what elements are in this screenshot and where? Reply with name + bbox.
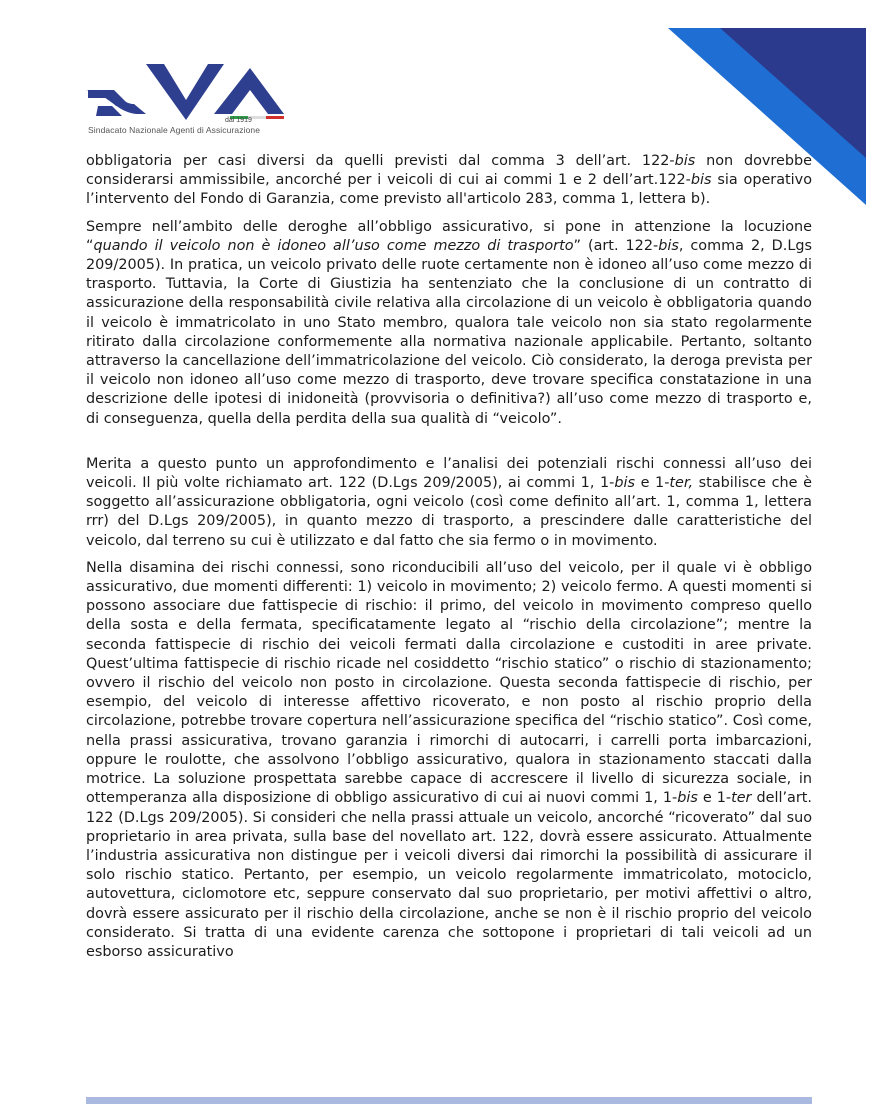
logo-year: dal 1919 xyxy=(225,117,252,124)
paragraph-4: Nella disamina dei rischi connessi, sono riconducibili all’uso del veicolo, per il quale vi è obbligo assicurativo, due momenti differenti: 1) veicolo in movimento; 2) veicolo fermo. A questi momenti si possono associare due fattispecie di rischio: il primo, del veicolo in movimento compreso quello della sosta e della fermata, specificatamente legato al “rischio della circolazione”; mentre la seconda fattispecie di rischio dei veicoli fermati dalla circolazione e custoditi in aree private. Quest’ultima fattispecie di rischio ricade nel cosiddetto “rischio statico” o rischio di stazionamento; ovvero il rischio del veicolo non posto in circolazione. Questa seconda fattispecie di rischio, per esempio, del veicolo di interesse affettivo ricoverato, e non posto al rischio proprio della circolazione, potrebbe trovare copertura nell’assicurazione specifica del “rischio statico”. Così come, nella prassi assicurativa, trovano garanzia i rimorchi di autocarri, i carrelli porta imbarcazioni, oppure le roulotte, che assolvono l’obbligo assicurativo, qualora in stazionamento staccati dalla motrice. La soluzione prospettata sarebbe capace di accrescere il livello di sicurezza sociale, in ottemperanza alla disposizione di obbligo assicurativo di cui ai nuovi commi 1, 1-bis e 1-ter dell’art. 122 (D.Lgs 209/2005). Si consideri che nella prassi attuale un veicolo, ancorché “ricoverato” dal suo proprietario in area privata, sulla base del novellato art. 122, dovrà essere assicurato. Attualmente l’industria assicurativa non distingue per i veicoli diversi dai rimorchi la possibilità di assicurare il solo rischio statico. Pertanto, per esempio, un veicolo regolarmente immatricolato, motociclo, autovettura, ciclomotore etc, seppure conservato dal suo proprietario, per motivi affettivi o altro, dovrà essere assicurato per il rischio della circolazione, anche se non è il rischio proprio del veicolo considerato. Si tratta di una evidente carenza che sottopone i proprietari di tali veicoli ad un esborso assicurativo xyxy=(86,559,812,960)
logo-letter-a xyxy=(214,68,284,114)
paragraph-1: obbligatoria per casi diversi da quelli previsti dal comma 3 dell’art. 122-bis non dovrebbe considerarsi ammissibile, ancorché per i veicoli di cui ai commi 1 e 2 dell’art.122-bis sia operativo l’intervento del Fondo di Garanzia, come previsto all'articolo 283, comma 1, lettera b). xyxy=(86,153,813,208)
paragraph-2: Sempre nell’ambito delle deroghe all’obbligo assicurativo, si pone in attenzione la locuzione “quando il veicolo non è idoneo all’uso come mezzo di trasporto” (art. 122-bis, comma 2, D.Lgs 209/2005). In pratica, un veicolo privato delle ruote certamente non è idoneo all’uso come mezzo di trasporto. Tuttavia, la Corte di Giustizia ha sentenziato che la conclusione di un contratto di assicurazione della responsabilità civile relativa alla circolazione di un veicolo è obbligatoria quando il veicolo è immatricolato in uno Stato membro, qualora tale veicolo non sia stato regolarmente ritirato dalla circolazione conformemente alla normativa nazionale applicabile. Pertanto, soltanto attraverso la cancellazione dell’immatricolazione del veicolo. Ciò considerato, la deroga prevista per il veicolo non idoneo all’uso come mezzo di trasporto, deve trovare specifica constatazione in una descrizione delle ipotesi di inidoneità (provvisoria o definitiva?) all’uso come mezzo di trasporto e, di conseguenza, quella della perdita della sua qualità di “veicolo”. xyxy=(86,218,812,427)
document-body xyxy=(86,152,812,962)
logo-letter-n xyxy=(146,64,224,120)
logo-subtitle: Sindacato Nazionale Agenti di Assicurazione xyxy=(88,125,261,135)
footer-bar xyxy=(86,1097,812,1104)
logo-flag-red xyxy=(266,116,284,119)
paragraph-3: Merita a questo punto un approfondimento e l’analisi dei potenziali rischi connessi all’uso dei veicoli. Il più volte richiamato art. 122 (D.Lgs 209/2005), ai commi 1, 1-bis e 1-ter, stabilisce che è soggetto all’assicurazione obbligatoria, ogni veicolo (così come definito all’art. 1, comma 1, lettera rrr) del D.Lgs 209/2005), in quanto mezzo di trasporto, a prescindere dalle caratteristiche del veicolo, dal terreno su cui è utilizzato e dal fatto che sia fermo o in movimento. xyxy=(86,455,812,549)
